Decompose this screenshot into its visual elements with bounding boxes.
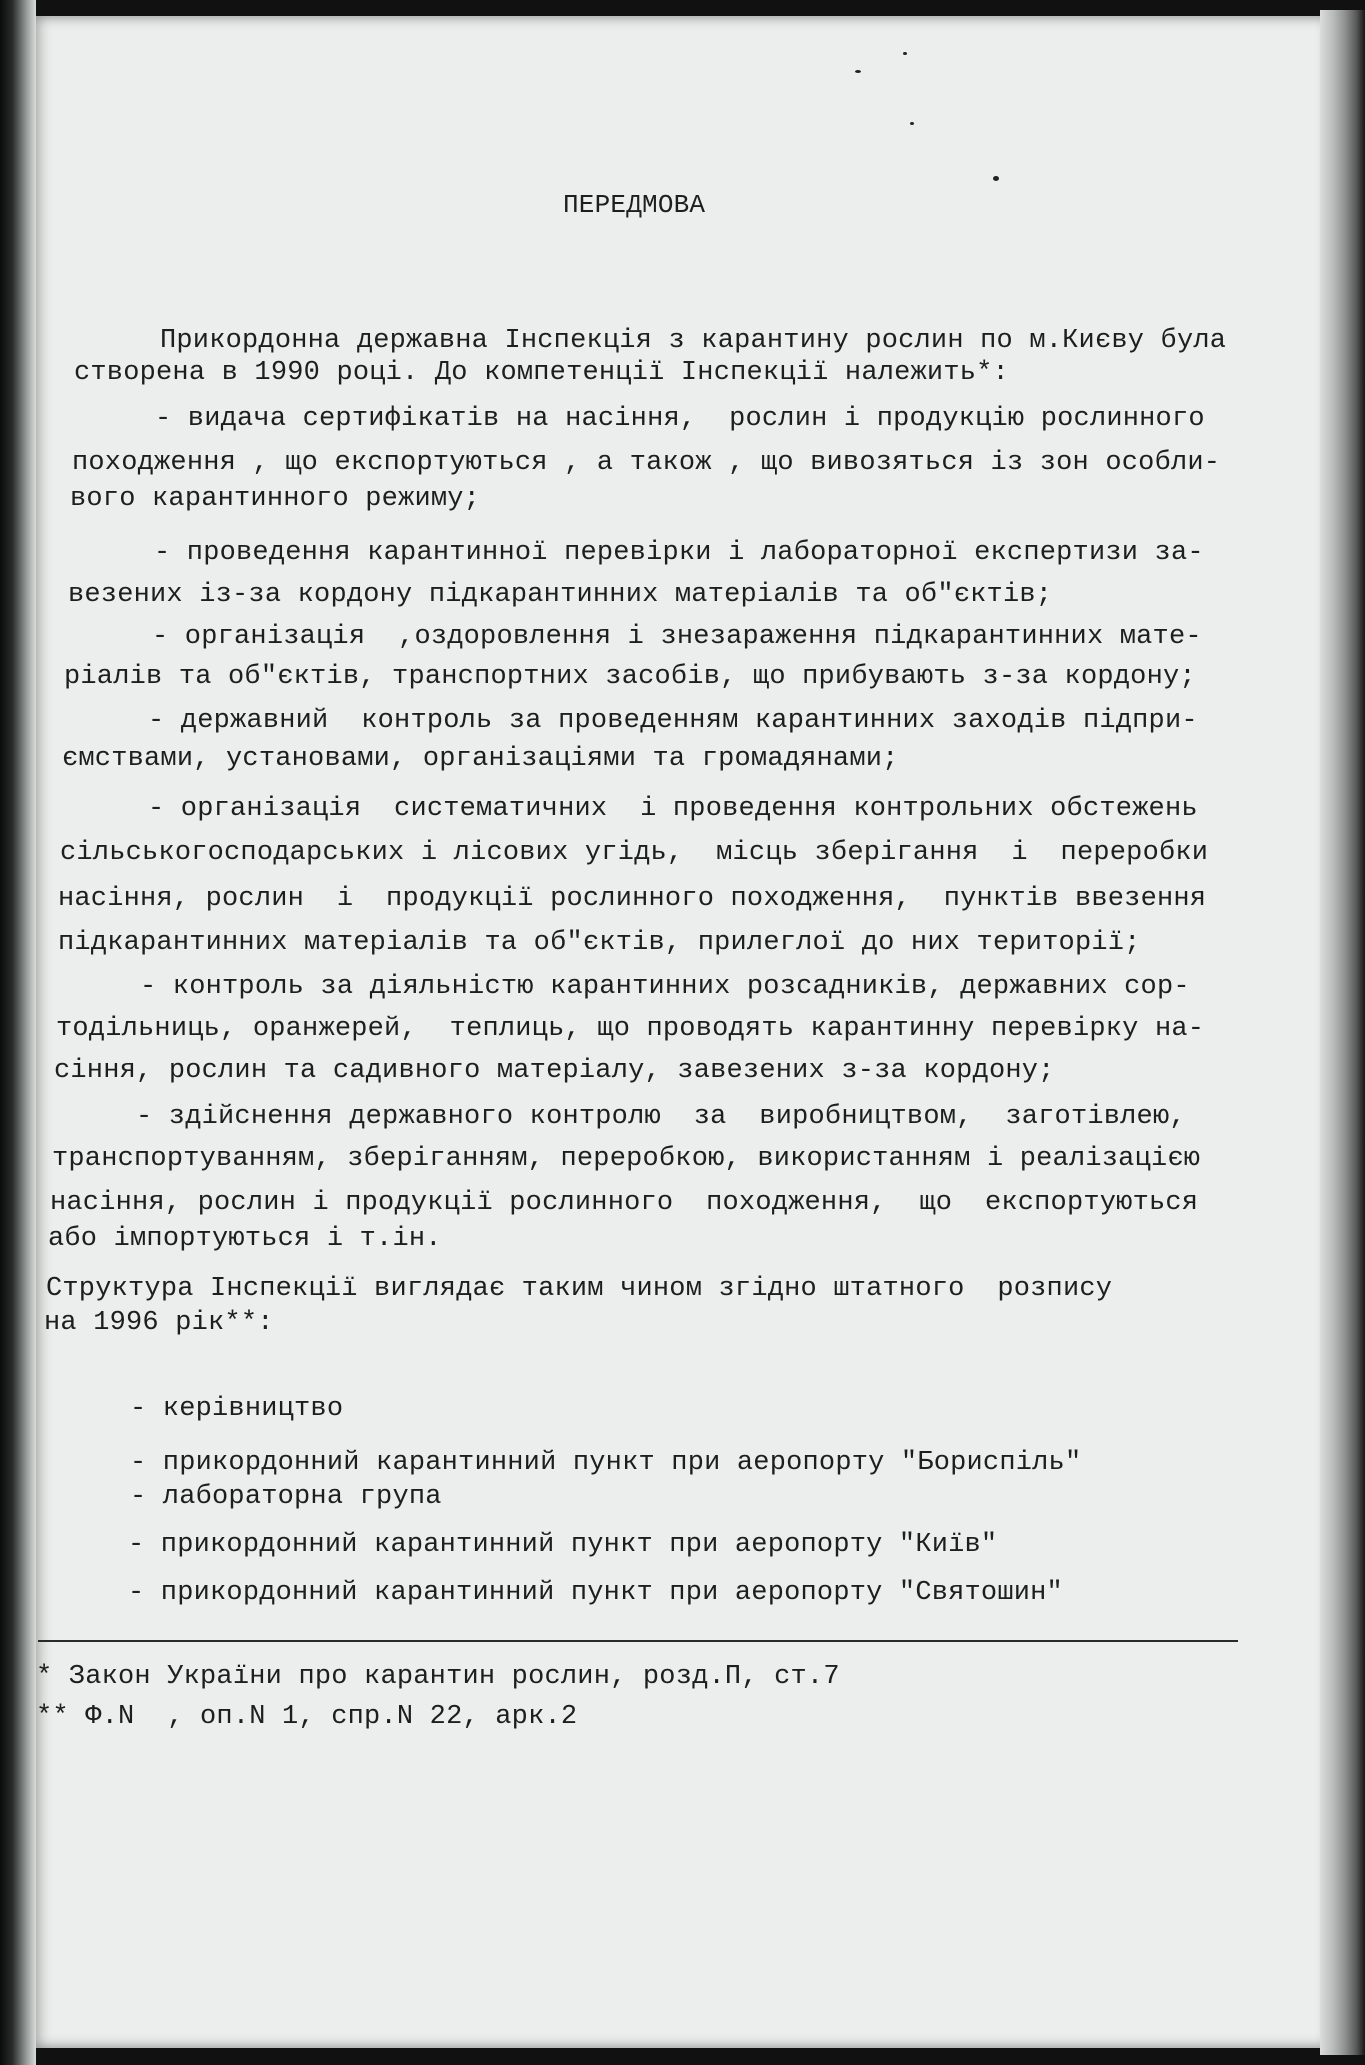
footnote-separator bbox=[38, 1640, 1238, 1642]
structure-list-item: - лабораторна група bbox=[130, 1482, 442, 1512]
ink-speck bbox=[910, 122, 914, 125]
structure-list-item: - прикордонний карантинний пункт при аеропорту "Святошин" bbox=[128, 1578, 1063, 1608]
paragraph-line: Структура Інспекції виглядає таким чином згідно штатного розпису bbox=[46, 1274, 1113, 1304]
footnote: ** Ф.N , оп.N 1, спр.N 22, арк.2 bbox=[36, 1702, 578, 1732]
paragraph-line: або імпортуються і т.ін. bbox=[48, 1224, 442, 1254]
paragraph-line: на 1996 рік**: bbox=[44, 1308, 274, 1338]
page-stack-edge bbox=[1320, 10, 1365, 2055]
ink-speck bbox=[903, 52, 907, 55]
paragraph-line: насіння, рослин і продукції рослинного походження, пунктів ввезення bbox=[58, 884, 1207, 914]
paragraph-line: - здійснення державного контролю за виробництвом, заготівлею, bbox=[136, 1102, 1186, 1132]
paragraph-line: вого карантинного режиму; bbox=[70, 484, 481, 514]
ink-speck bbox=[855, 70, 861, 73]
paragraph-line: - контроль за діяльністю карантинних розсадників, державних сор- bbox=[140, 972, 1190, 1002]
footnote: * Закон України про карантин рослин, розд.П, ст.7 bbox=[36, 1662, 840, 1692]
paragraph-line: - проведення карантинної перевірки і лабораторної експертизи за- bbox=[154, 538, 1204, 568]
paragraph-line: - організація систематичних і проведення контрольних обстежень bbox=[148, 794, 1198, 824]
paragraph-line: сіння, рослин та садивного матеріалу, завезених з-за кордону; bbox=[54, 1056, 1055, 1086]
structure-list-item: - прикордонний карантинний пункт при аеропорту "Київ" bbox=[128, 1530, 998, 1560]
paragraph-line: - організація ,оздоровлення і знезараження підкарантинних мате- bbox=[152, 622, 1202, 652]
ink-speck bbox=[993, 176, 999, 181]
book-binding-shadow bbox=[0, 0, 36, 2065]
paragraph-line: Прикордонна державна Інспекція з карантину рослин по м.Києву була bbox=[160, 326, 1227, 356]
paragraph-line: транспортуванням, зберіганням, переробкою, використанням і реалізацією bbox=[52, 1144, 1201, 1174]
paragraph-line: тодільниць, оранжерей, теплиць, що проводять карантинну перевірку на- bbox=[56, 1014, 1205, 1044]
paragraph-line: ріалів та об"єктів, транспортних засобів, що прибувають з-за кордону; bbox=[64, 662, 1196, 692]
page-title: ПЕРЕДМОВА bbox=[563, 190, 706, 220]
paragraph-line: походження , що експортуються , а також , що вивозяться із зон особли- bbox=[72, 448, 1221, 478]
paragraph-line: ємствами, установами, організаціями та громадянами; bbox=[62, 744, 899, 774]
structure-list-item: - керівництво bbox=[130, 1394, 344, 1424]
paragraph-line: - державний контроль за проведенням карантинних заходів підпри- bbox=[148, 706, 1198, 736]
paragraph-line: створена в 1990 році. До компетенції Інспекції належить*: bbox=[74, 358, 1009, 388]
paragraph-line: насіння, рослин і продукції рослинного походження, що експортуються bbox=[50, 1188, 1199, 1218]
paragraph-line: підкарантинних матеріалів та об"єктів, прилеглої до них території; bbox=[58, 928, 1141, 958]
paragraph-line: - видача сертифікатів на насіння, рослин і продукцію рослинного bbox=[155, 404, 1205, 434]
structure-list-item: - прикордонний карантинний пункт при аеропорту "Бориспіль" bbox=[130, 1448, 1082, 1478]
paragraph-line: сільськогосподарських і лісових угідь, місць зберігання і переробки bbox=[60, 838, 1209, 868]
paragraph-line: везених із-за кордону підкарантинних матеріалів та об"єктів; bbox=[68, 580, 1053, 610]
